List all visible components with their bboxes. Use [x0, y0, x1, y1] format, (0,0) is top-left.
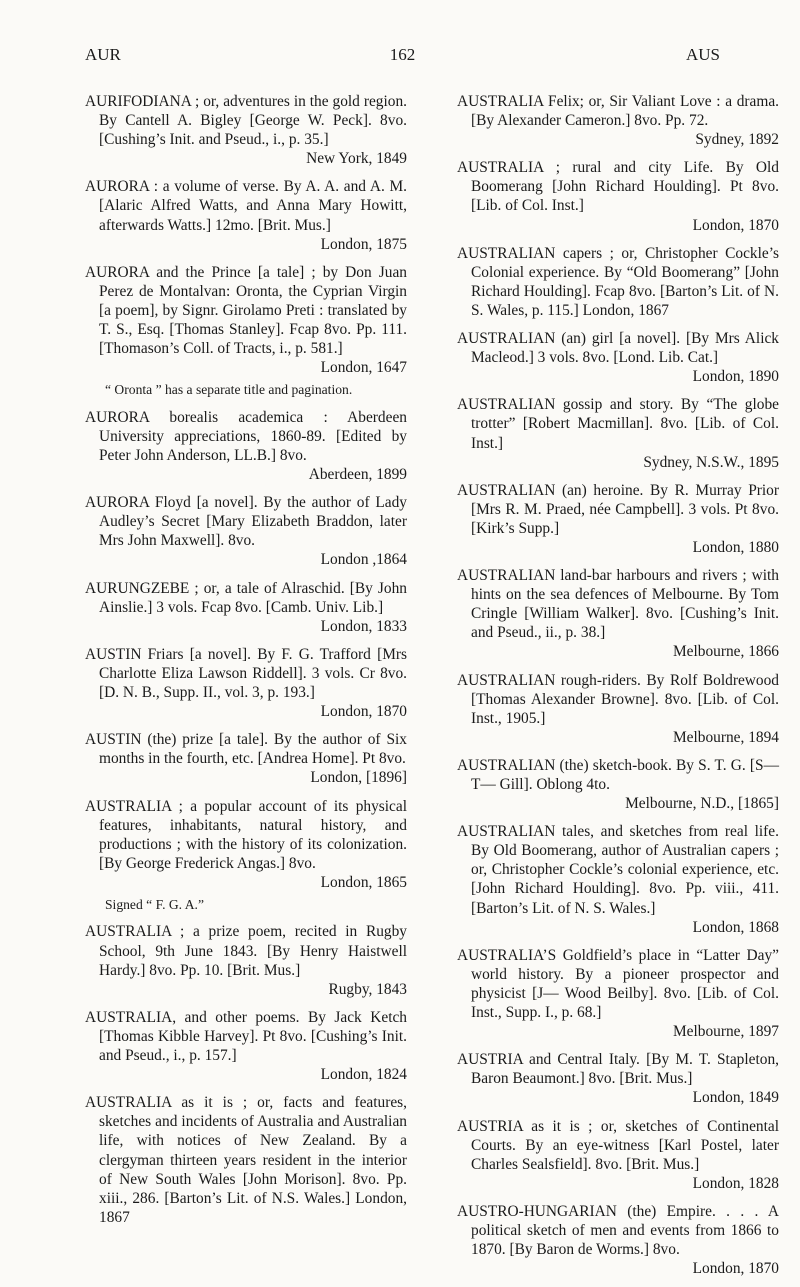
entry-imprint: London, 1849 [692, 1089, 779, 1107]
entry-imprint: Sydney, N.S.W., 1895 [643, 453, 779, 471]
entry-imprint: London, 1880 [692, 538, 779, 556]
entry-imprint: Melbourne, N.D., [1865] [625, 795, 779, 813]
entry-text: AUSTRALIA ; a prize poem, recited in Rugby School, 9th June 1843. [By Henry Haistwell Hardy.] 8vo. Pp. 10. [Brit. Mus.] [85, 923, 407, 979]
entry-imprint: London, [1896] [310, 769, 407, 787]
entry-imprint: London, 1870 [320, 703, 407, 721]
bibliography-entry [457, 1117, 779, 1193]
entry-imprint: London, 1865 [320, 873, 407, 891]
bibliography-entry [85, 1008, 407, 1084]
entry-imprint: London, 1890 [692, 368, 779, 386]
bibliography-entry [457, 481, 779, 557]
entry-text: AUSTRALIAN (an) girl [a novel]. [By Mrs Alick Macleod.] 3 vols. 8vo. [Lond. Lib. Cat.] [457, 330, 779, 367]
entry-note [85, 381, 407, 399]
bibliography-entry [85, 922, 407, 998]
running-head-left: AUR [85, 45, 121, 64]
entry-text: AURUNGZEBE ; or, a tale of Alraschid. [By John Ainslie.] 3 vols. Fcap 8vo. [Camb. Univ. Lib.] [85, 579, 407, 616]
entry-imprint: London, 1870 [692, 216, 779, 234]
running-head-right: AUS [685, 45, 720, 64]
bibliography-entry [85, 408, 407, 484]
entry-text: AUSTRALIA ; a popular account of its physical features, inhabitants, natural history, and productions ; with the history of its colonization. [By George Frederick Angas.] 8vo. [85, 797, 407, 872]
entry-text: AUSTRALIAN gossip and story. By “The globe trotter” [Robert Macmillan]. 8vo. [Lib. of Col. Inst.] [457, 396, 779, 452]
right-column [457, 92, 779, 1287]
entry-text: AURORA : a volume of verse. By A. A. and A. M. [Alaric Alfred Watts, and Anna Mary Howitt, afterwards Watts.] 12mo. [Brit. Mus.] [85, 178, 407, 234]
bibliography-entry [85, 797, 407, 892]
entry-imprint: London, 1833 [320, 617, 407, 635]
entry-text: AUSTRALIAN land-bar harbours and rivers ; with hints on the sea defences of Melbourne. By Tom Cringle [William Walker]. 8vo. [Cushing’s Init. and Pseud., ii., p. 38.] [457, 567, 779, 642]
entry-imprint: Sydney, 1892 [695, 131, 779, 149]
entry-note [85, 896, 407, 914]
entry-text: AUSTRIA as it is ; or, sketches of Continental Courts. By an eye-witness [Karl Postel, later Charles Sealsfield]. 8vo. [Brit. Mus.] [457, 1117, 779, 1173]
bibliography-entry [457, 756, 779, 813]
left-column [85, 92, 407, 1236]
entry-text: “ Oronta ” has a separate title and pagination. [105, 382, 353, 398]
entry-imprint: Melbourne, 1866 [672, 643, 779, 661]
bibliography-entry [457, 244, 779, 320]
entry-text: AUSTRALIAN (the) sketch-book. By S. T. G. [S— T— Gill]. Oblong 4to. [457, 756, 779, 793]
entry-text: AURORA borealis academica : Aberdeen University appreciations, 1860-89. [Edited by Peter John Anderson, LL.B.] 8vo. [85, 408, 407, 464]
bibliography-entry [457, 1050, 779, 1107]
bibliography-entry [457, 329, 779, 386]
entry-imprint: New York, 1849 [306, 150, 407, 168]
bibliography-entry [457, 1202, 779, 1278]
entry-text: AUSTIN Friars [a novel]. By F. G. Trafford [Mrs Charlotte Eliza Lawson Riddell]. 3 vols. Cr 8vo. [D. N. B., Supp. II., vol. 3, p. 193.] [85, 645, 407, 702]
entry-text: AUSTRALIA’S Goldfield’s place in “Latter Day” world history. By a pioneer prospector and physicist [J— Wood Beilby]. 8vo. [Lib. of Col. Inst., Supp. I., p. 68.] [457, 946, 779, 1022]
page-header [85, 45, 720, 71]
entry-text: AURORA Floyd [a novel]. By the author of Lady Audley’s Secret [Mary Elizabeth Braddon, later Mrs John Maxwell]. 8vo. [85, 494, 407, 550]
bibliography-entry [85, 730, 407, 787]
bibliography-entry [85, 177, 407, 253]
entry-text: AUSTRALIAN (an) heroine. By R. Murray Prior [Mrs R. M. Praed, née Campbell]. 3 vols. Pt 8vo. [Kirk’s Supp.] [457, 481, 779, 537]
bibliography-entry [457, 566, 779, 661]
bibliography-entry [457, 946, 779, 1041]
bibliography-entry [85, 579, 407, 636]
bibliography-entry [457, 395, 779, 471]
entry-text: AUSTRO-HUNGARIAN (the) Empire. . . . A political sketch of men and events from 1866 to 1870. [By Baron de Worms.] 8vo. [457, 1202, 779, 1259]
entry-imprint: Melbourne, 1897 [672, 1023, 779, 1041]
entry-text: AUSTRALIA, and other poems. By Jack Ketch [Thomas Kibble Harvey]. Pt 8vo. [Cushing’s Init. and Pseud., i., p. 157.] [85, 1008, 407, 1065]
entry-text: AUSTRALIA Felix; or, Sir Valiant Love : a drama. [By Alexander Cameron.] 8vo. Pp. 72. [457, 93, 779, 130]
entry-imprint: London ,1864 [320, 551, 407, 569]
entry-text: AUSTRALIAN capers ; or, Christopher Cockle’s Colonial experience. By “Old Boomerang” [John Richard Houlding]. Fcap 8vo. [Barton’s Lit. of N. S. Wales, p. 115.] London, 1867 [457, 244, 779, 319]
entry-imprint: London, 1870 [692, 1260, 779, 1278]
entry-imprint: Rugby, 1843 [328, 980, 407, 998]
bibliography-entry [85, 1093, 407, 1227]
entry-text: AUSTIN (the) prize [a tale]. By the author of Six months in the fourth, etc. [Andrea Home]. Pt 8vo. [85, 731, 407, 768]
entry-imprint: London, 1868 [692, 918, 779, 936]
bibliography-entry [85, 92, 407, 168]
entry-text: AUSTRALIA as it is ; or, facts and features, sketches and incidents of Australia and Australian life, with notices of New Zealand. By a clergyman thirteen years resident in the interior of New South Wales [John Morison]. 8vo. Pp. xiii., 286. [Barton’s Lit. of N.S. Wales.] London, 1867 [85, 1094, 407, 1226]
bibliography-entry [457, 158, 779, 234]
entry-text: AURIFODIANA ; or, adventures in the gold region. By Cantell A. Bigley [George W. Peck]. 8vo. [Cushing’s Init. and Pseud., i., p. 35.] [85, 93, 407, 149]
bibliography-entry [85, 493, 407, 569]
entry-text: AURORA and the Prince [a tale] ; by Don Juan Perez de Montalvan: Oronta, the Cyprian Virgin [a poem], by Signr. Girolamo Preti : translated by T. S., Esq. [Thomas Stanley]. Fcap 8vo. Pp. 111. [Thomason’s Coll. of Tracts, i., p. 581.] [85, 263, 407, 358]
entry-text: Signed “ F. G. A.” [105, 896, 204, 912]
bibliography-entry [457, 671, 779, 747]
bibliography-entry [85, 645, 407, 721]
bibliography-entry [457, 822, 779, 937]
entry-imprint: London, 1824 [320, 1066, 407, 1084]
entry-imprint: London, 1875 [320, 235, 407, 253]
entry-imprint: Melbourne, 1894 [672, 728, 779, 746]
entry-text: AUSTRALIA ; rural and city Life. By Old Boomerang [John Richard Houlding]. Pt 8vo. [Lib. of Col. Inst.] [457, 159, 779, 215]
entry-text: AUSTRIA and Central Italy. [By M. T. Stapleton, Baron Beaumont.] 8vo. [Brit. Mus.] [457, 1051, 779, 1088]
entry-text: AUSTRALIAN rough-riders. By Rolf Boldrewood [Thomas Alexander Browne]. 8vo. [Lib. of Col. Inst., 1905.] [457, 671, 779, 727]
entry-imprint: Aberdeen, 1899 [308, 466, 407, 484]
entry-imprint: London, 1828 [692, 1174, 779, 1192]
entry-imprint: London, 1647 [320, 359, 407, 377]
bibliography-entry [457, 92, 779, 149]
bibliography-entry [85, 263, 407, 378]
entry-text: AUSTRALIAN tales, and sketches from real life. By Old Boomerang, author of Australian capers ; or, Christopher Cockle’s colonial experience, etc. [John Richard Houlding]. 8vo. Pp. viii., 411. [Barton’s Lit. of N. S. Wales.] [457, 823, 779, 917]
page-number: 162 [389, 45, 416, 64]
